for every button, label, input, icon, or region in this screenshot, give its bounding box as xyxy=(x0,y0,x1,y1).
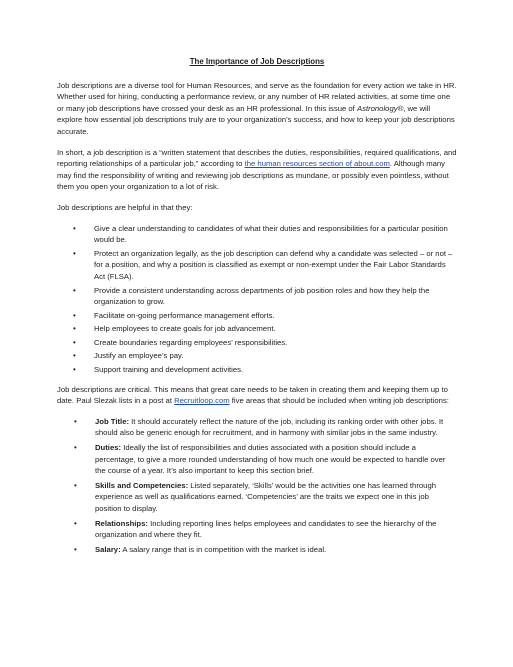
publication-name: Astronology® xyxy=(356,103,404,113)
area-label: Relationships: xyxy=(95,518,148,528)
list-item-text: Create boundaries regarding employees’ responsibilities. xyxy=(94,337,288,347)
area-text: Ideally the list of responsibilities and duties associated with a position should include a percentage, to give a more rounded understanding of how much one would be expected to handle over the course of a year. It’s also important to keep this section brief. xyxy=(95,443,446,476)
bullet-icon: • xyxy=(73,337,76,347)
bullet-icon: • xyxy=(73,285,76,295)
area-text: Listed separately, ‘Skills’ would be the activities one has learned through experience as well as qualifications earned. ‘Competencies’ are the traits we expect one in this job position to display. xyxy=(95,480,436,513)
list-item xyxy=(73,323,457,335)
intro-text: Job descriptions are a diverse tool for Human Resources, and serve as the foundation for every action we take in HR. Whether used for hiring, conducting a performance review, or any number of HR related activities, at some time one or many job descriptions have crossed your desk as an HR professional. In this issue of xyxy=(57,80,457,113)
bullet-icon: • xyxy=(73,324,76,334)
list-item-text: Provide a consistent understanding across departments of job position roles and how they help the organization to grow. xyxy=(94,285,430,307)
area-label: Skills and Competencies: xyxy=(95,480,189,490)
list-item-text: Protect an organization legally, as the job description can defend why a candidate was selected – or not – for a position, and why a position is classified as exempt or non-exempt under the Fair Labor Standards Act (FLSA). xyxy=(94,248,453,281)
definition-text: In short, a job description is a “written statement that describes the duties, responsibilities, required qualifications, and reporting relationships of a particular job,” according to xyxy=(57,147,457,169)
list-item xyxy=(74,544,457,556)
list-item xyxy=(74,442,457,477)
helpful-list xyxy=(57,223,457,376)
area-text: A salary range that is in competition with the market is ideal. xyxy=(120,544,327,554)
list-item xyxy=(73,223,457,246)
area-label: Job Title: xyxy=(95,416,130,426)
area-text: It should accurately reflect the nature of the job, including its ranking order with other jobs. It should also be generic enough for recruitment, and in harmony with similar jobs in the same industry. xyxy=(95,416,444,438)
definition-text-end: . Although many may find the responsibility of writing and reviewing job descriptions as mundane, or possibly even pointless, without them you open your organization to a lot of risk. xyxy=(57,159,449,192)
bullet-icon: • xyxy=(73,365,76,375)
bullet-icon: • xyxy=(74,544,77,554)
list-item xyxy=(74,416,457,439)
bullet-icon: • xyxy=(74,416,77,426)
bullet-icon: • xyxy=(73,310,76,320)
document-title: The Importance of Job Descriptions xyxy=(189,57,325,66)
definition-paragraph xyxy=(57,147,457,193)
about-com-link[interactable]: the human resources section of about.com xyxy=(244,159,390,169)
recruitloop-link[interactable]: Recruitloop.com xyxy=(174,396,230,406)
list-item-text: Facilitate on-going performance management efforts. xyxy=(94,310,275,320)
bullet-icon: • xyxy=(73,248,76,258)
list-item xyxy=(74,518,457,541)
list-item xyxy=(73,350,457,362)
list-item xyxy=(73,337,457,349)
list-item xyxy=(73,285,457,308)
list-item-text: Justify an employee’s pay. xyxy=(94,351,184,361)
list-item xyxy=(73,310,457,322)
bullet-icon: • xyxy=(74,518,77,528)
list-item-text: Give a clear understanding to candidates of what their duties and responsibilities for a particular position would be. xyxy=(94,223,448,245)
intro-text-end: , we will explore how essential job descriptions truly are to your organization’s success, and how to keep your job descriptions accurate. xyxy=(57,103,455,136)
area-label: Salary: xyxy=(95,544,121,554)
list-item xyxy=(73,364,457,376)
list-item xyxy=(73,248,457,283)
area-text: Including reporting lines helps employees and candidates to see the hierarchy of the organization and where they fit. xyxy=(95,518,437,540)
critical-text: Job descriptions are critical. This means that great care needs to be taken in creating them and keeping them up to date. Paul Slezak lists in a post at xyxy=(57,384,448,406)
bullet-icon: • xyxy=(73,223,76,233)
critical-text-end: five areas that should be included when writing job descriptions: xyxy=(229,396,449,406)
bullet-icon: • xyxy=(74,443,77,453)
list-item xyxy=(74,480,457,515)
bullet-icon: • xyxy=(73,351,76,361)
helpful-intro: Job descriptions are helpful in that they: xyxy=(57,202,193,212)
bullet-icon: • xyxy=(74,480,77,490)
list-item-text: Support training and development activities. xyxy=(94,365,244,375)
critical-paragraph xyxy=(57,384,457,407)
intro-paragraph xyxy=(57,80,457,138)
areas-list xyxy=(57,416,457,556)
area-label: Duties: xyxy=(95,443,122,453)
list-item-text: Help employees to create goals for job advancement. xyxy=(94,324,276,334)
